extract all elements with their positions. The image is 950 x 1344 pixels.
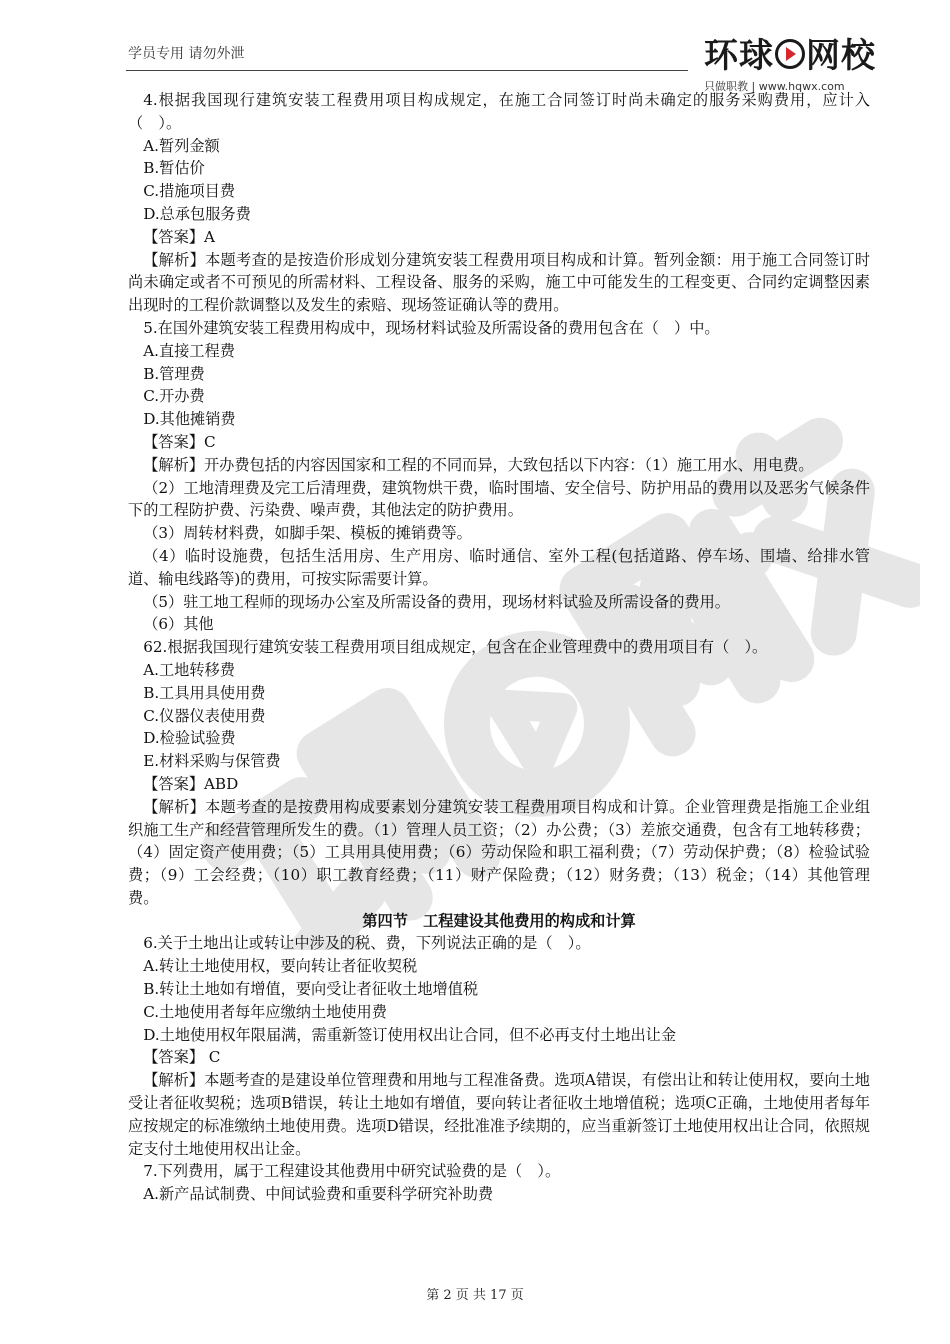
paragraph: B.工具用具使用费 <box>143 683 266 702</box>
page-number: 第 2 页 共 17 页 <box>426 1288 524 1303</box>
header-divider <box>126 70 688 71</box>
document-body <box>128 89 870 1206</box>
paragraph: 【解析】本题考查的是按费用构成要素划分建筑安装工程费用项目构成和计算。企业管理费是指施工企业组织施工生产和经营管理所发生的费。（1）管理人员工资；（2）办公费；（3）差旅交通费，包含有工地转移费；（4）固定资产使用费；（5）工具用具使用费；（6）劳动保险和职工福利费；（7）劳动保护费；（8）检验试验费；（9）工会经费；（10）职工教育经费；（11）财产保险费；（12）财务费；（13）税金；（14）其他管理费。 <box>128 797 870 907</box>
paragraph: 【解析】本题考查的是按造价形成划分建筑安装工程费用项目构成和计算。暂列金额：用于施工合同签订时尚未确定或者不可预见的所需材料、工程设备、服务的采购，施工中可能发生的工程变更、合同约定调整因素出现时的工程价款调整以及发生的索赔、现场签证确认等的费用。 <box>128 250 870 315</box>
logo-text-a: 环球 <box>704 36 774 76</box>
play-icon <box>775 39 805 69</box>
paragraph: C.措施项目费 <box>143 182 236 201</box>
paragraph: A.工地转移费 <box>143 660 235 679</box>
paragraph: A.暂列金额 <box>143 136 220 155</box>
paragraph: （5）驻工地工程师的现场办公室及所需设备的费用，现场材料试验及所需设备的费用。 <box>143 592 730 611</box>
paragraph: 4.根据我国现行建筑安装工程费用项目构成规定，在施工合同签订时尚未确定的服务采购费用，应计入（ ）。 <box>128 91 870 132</box>
paragraph: 【答案】 C <box>143 1048 221 1067</box>
paragraph: 【解析】开办费包括的内容因国家和工程的不同而异，大致包括以下内容：（1）施工用水、用电费。 <box>143 455 814 474</box>
brand-logo <box>704 36 874 96</box>
paragraph: E.材料采购与保管费 <box>143 752 281 771</box>
logo-wordmark <box>704 36 874 76</box>
paragraph: C.仪器仪表使用费 <box>143 706 266 725</box>
header-confidential-note: 学员专用 请勿外泄 <box>128 46 245 62</box>
paragraph: D.其他摊销费 <box>143 410 236 429</box>
paragraph: B.暂估价 <box>143 159 205 178</box>
logo-tagline: 只做职教 | www.hqwx.com <box>704 80 845 93</box>
paragraph: D.总承包服务费 <box>143 204 251 223</box>
section-heading: 第四节 工程建设其他费用的构成和计算 <box>362 911 636 930</box>
paragraph: B.转让土地如有增值，要向受让者征收土地增值税 <box>143 980 479 999</box>
paragraph: A.直接工程费 <box>143 341 235 360</box>
paragraph: C.土地使用者每年应缴纳土地使用费 <box>143 1002 387 1021</box>
paragraph: 【解析】本题考查的是建设单位管理费和用地与工程准备费。选项A错误，有偿出让和转让使用权，要向土地受让者征收契税；选项B错误，转让土地如有增值，要向转让者征收土地增值税；选项C正确，土地使用者每年应按规定的标准缴纳土地使用费。选项D错误，经批准准予续期的，应当重新签订土地使用权出让合同，依照规定支付土地使用权出让金。 <box>128 1071 870 1158</box>
paragraph: D.检验试验费 <box>143 729 236 748</box>
paragraph: B.管理费 <box>143 364 205 383</box>
paragraph: C.开办费 <box>143 387 205 406</box>
paragraph: 【答案】C <box>143 432 216 451</box>
paragraph: （4）临时设施费，包括生活用房、生产用房、临时通信、室外工程(包括道路、停车场、围墙、给排水管道、输电线路等)的费用，可按实际需要计算。 <box>128 546 870 588</box>
paragraph: 【答案】ABD <box>143 774 239 793</box>
paragraph: D.土地使用权年限届满，需重新签订使用权出让合同，但不必再支付土地出让金 <box>143 1025 677 1044</box>
paragraph: 6.关于土地出让或转让中涉及的税、费，下列说法正确的是（ ）。 <box>143 934 591 953</box>
paragraph: A.新产品试制费、中间试验费和重要科学研究补助费 <box>143 1185 494 1204</box>
logo-text-b: 网校 <box>806 36 876 76</box>
paragraph: 7.下列费用，属于工程建设其他费用中研究试验费的是（ ）。 <box>143 1162 561 1181</box>
paragraph: （6）其他 <box>143 615 214 634</box>
paragraph: （2）工地清理费及完工后清理费，建筑物烘干费，临时围墙、安全信号、防护用品的费用以及恶劣气候条件下的工程防护费、污染费、噪声费，其他法定的防护费用。 <box>128 478 870 520</box>
paragraph: 62.根据我国现行建筑安装工程费用项目组成规定，包含在企业管理费中的费用项目有（ ）。 <box>143 638 768 657</box>
paragraph: 【答案】A <box>143 227 215 246</box>
paragraph: A.转让土地使用权，要向转让者征收契税 <box>143 957 418 976</box>
paragraph: 5.在国外建筑安装工程费用构成中，现场材料试验及所需设备的费用包含在（ ）中。 <box>143 318 720 337</box>
paragraph: （3）周转材料费，如脚手架、模板的摊销费等。 <box>143 524 472 543</box>
